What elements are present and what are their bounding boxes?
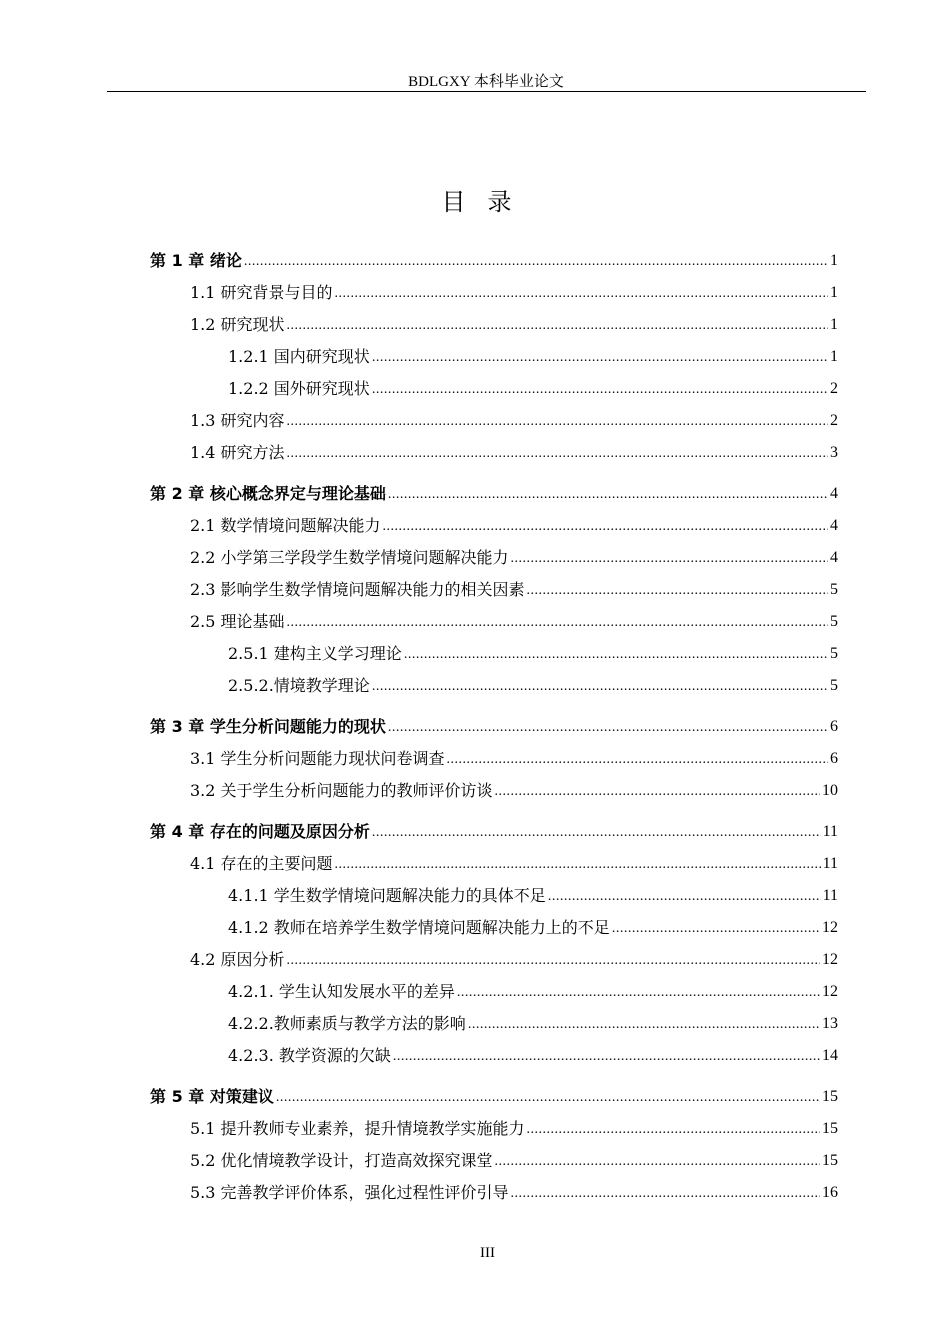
toc-entry-label: 2.5 理论基础 <box>190 612 285 631</box>
dot-leader <box>447 751 828 769</box>
toc-page-number: 4 <box>830 485 838 502</box>
toc-section-entry[interactable] <box>190 544 838 568</box>
toc-subsection-entry[interactable] <box>228 882 838 906</box>
toc-page-number: 11 <box>822 855 838 872</box>
toc-page-number: 16 <box>822 1184 838 1201</box>
dot-leader <box>335 285 828 303</box>
toc-entry-label: 第 1 章 绪论 <box>150 251 242 270</box>
toc-page-number: 12 <box>822 951 838 968</box>
toc-entry-label: 2.1 数学情境问题解决能力 <box>190 516 381 535</box>
dot-leader <box>287 317 828 335</box>
toc-page-number: 5 <box>830 581 838 598</box>
dot-leader <box>388 486 828 504</box>
toc-section-entry[interactable] <box>190 576 838 600</box>
toc-entry-label: 1.2 研究现状 <box>190 315 285 334</box>
toc-entry-label: 3.2 关于学生分析问题能力的教师评价访谈 <box>190 781 493 800</box>
toc-entry-label: 4.2.1. 学生认知发展水平的差异 <box>228 982 455 1001</box>
toc-title: 目录 <box>441 188 534 216</box>
toc-entry-label: 3.1 学生分析问题能力现状问卷调查 <box>190 749 445 768</box>
page-header: BDLGXY 本科毕业论文 <box>408 74 564 90</box>
toc-entry-label: 2.2 小学第三学段学生数学情境问题解决能力 <box>190 548 509 567</box>
toc-entry-label: 2.5.1 建构主义学习理论 <box>228 644 402 663</box>
dot-leader <box>495 783 820 801</box>
toc-subsection-entry[interactable] <box>228 672 838 696</box>
toc-section-entry[interactable] <box>190 1147 838 1171</box>
toc-subsection-entry[interactable] <box>228 978 838 1002</box>
dot-leader <box>404 646 828 664</box>
toc-page-number: 13 <box>822 1015 838 1032</box>
dot-leader <box>527 582 828 600</box>
toc-chapter-entry[interactable] <box>150 1083 838 1107</box>
toc-subsection-entry[interactable] <box>228 375 838 399</box>
toc-page-number: 4 <box>830 549 838 566</box>
toc-subsection-entry[interactable] <box>228 1010 838 1034</box>
toc-entry-label: 1.3 研究内容 <box>190 411 285 430</box>
toc-section-entry[interactable] <box>190 745 838 769</box>
toc-entry-label: 4.1.1 学生数学情境问题解决能力的具体不足 <box>228 886 546 905</box>
dot-leader <box>372 678 828 696</box>
toc-page-number: 2 <box>830 412 838 429</box>
toc-section-entry[interactable] <box>190 279 838 303</box>
toc-entry-label: 4.1 存在的主要问题 <box>190 854 333 873</box>
dot-leader <box>468 1016 820 1034</box>
toc-entry-label: 2.5.2.情境教学理论 <box>228 676 370 695</box>
toc-section-entry[interactable] <box>190 608 838 632</box>
dot-leader <box>372 381 828 399</box>
toc-entry-label: 4.1.2 教师在培养学生数学情境问题解决能力上的不足 <box>228 918 610 937</box>
toc-chapter-entry[interactable] <box>150 247 838 271</box>
toc-section-entry[interactable] <box>190 512 838 536</box>
toc-page-number: 12 <box>822 983 838 1000</box>
toc-entry-label: 5.3 完善教学评价体系，强化过程性评价引导 <box>190 1183 509 1202</box>
toc-entry-label: 第 5 章 对策建议 <box>150 1087 274 1106</box>
toc-chapter-entry[interactable] <box>150 818 838 842</box>
toc-page-number: 5 <box>830 613 838 630</box>
toc-page-number: 5 <box>830 677 838 694</box>
toc-page-number: 1 <box>830 252 838 269</box>
toc-page-number: 6 <box>830 750 838 767</box>
dot-leader <box>511 550 828 568</box>
toc-chapter-entry[interactable] <box>150 480 838 504</box>
toc-entry-label: 1.1 研究背景与目的 <box>190 283 333 302</box>
toc-page-number: 15 <box>822 1152 838 1169</box>
dot-leader <box>511 1185 820 1203</box>
toc-page-number: 3 <box>830 444 838 461</box>
dot-leader <box>276 1089 820 1107</box>
toc-entry-label: 1.2.1 国内研究现状 <box>228 347 370 366</box>
toc-section-entry[interactable] <box>190 1115 838 1139</box>
page-number: III <box>480 1245 495 1261</box>
toc-chapter-entry[interactable] <box>150 713 838 737</box>
toc-page-number: 10 <box>822 782 838 799</box>
dot-leader <box>244 253 828 271</box>
toc-page-number: 1 <box>830 284 838 301</box>
dot-leader <box>527 1121 820 1139</box>
dot-leader <box>372 349 828 367</box>
toc-page-number: 2 <box>830 380 838 397</box>
dot-leader <box>612 920 820 938</box>
toc-page-number: 15 <box>822 1120 838 1137</box>
toc-section-entry[interactable] <box>190 946 838 970</box>
toc-section-entry[interactable] <box>190 407 838 431</box>
toc-subsection-entry[interactable] <box>228 914 838 938</box>
toc-entry-label: 1.4 研究方法 <box>190 443 285 462</box>
dot-leader <box>548 888 821 906</box>
toc-entry-label: 5.2 优化情境教学设计，打造高效探究课堂 <box>190 1151 493 1170</box>
toc-section-entry[interactable] <box>190 850 838 874</box>
toc-entry-label: 4.2.2.教师素质与教学方法的影响 <box>228 1014 466 1033</box>
dot-leader <box>335 856 821 874</box>
toc-page-number: 6 <box>830 718 838 735</box>
toc-entry-label: 第 4 章 存在的问题及原因分析 <box>150 822 370 841</box>
dot-leader <box>287 952 820 970</box>
toc-entry-label: 4.2 原因分析 <box>190 950 285 969</box>
toc-subsection-entry[interactable] <box>228 1042 838 1066</box>
dot-leader <box>393 1048 820 1066</box>
toc-entry-label: 2.3 影响学生数学情境问题解决能力的相关因素 <box>190 580 525 599</box>
dot-leader <box>287 413 828 431</box>
toc-page-number: 5 <box>830 645 838 662</box>
toc-entry-label: 4.2.3. 教学资源的欠缺 <box>228 1046 391 1065</box>
dot-leader <box>388 719 828 737</box>
toc-section-entry[interactable] <box>190 311 838 335</box>
toc-entry-label: 第 3 章 学生分析问题能力的现状 <box>150 717 386 736</box>
toc-section-entry[interactable] <box>190 777 838 801</box>
dot-leader <box>372 824 821 842</box>
toc-subsection-entry[interactable] <box>228 343 838 367</box>
toc-page-number: 1 <box>830 316 838 333</box>
dot-leader <box>287 445 828 463</box>
dot-leader <box>287 614 828 632</box>
toc-section-entry[interactable] <box>190 439 838 463</box>
dot-leader <box>457 984 820 1002</box>
dot-leader <box>495 1153 820 1171</box>
toc-page-number: 15 <box>822 1088 838 1105</box>
toc-page-number: 14 <box>822 1047 838 1064</box>
toc-entry-label: 1.2.2 国外研究现状 <box>228 379 370 398</box>
toc-entry-label: 5.1 提升教师专业素养，提升情境教学实施能力 <box>190 1119 525 1138</box>
toc-subsection-entry[interactable] <box>228 640 838 664</box>
toc-page-number: 12 <box>822 919 838 936</box>
toc-entry-label: 第 2 章 核心概念界定与理论基础 <box>150 484 386 503</box>
toc-page-number: 11 <box>822 887 838 904</box>
toc-page-number: 4 <box>830 517 838 534</box>
toc-page-number: 11 <box>822 823 838 840</box>
dot-leader <box>383 518 828 536</box>
toc-page-number: 1 <box>830 348 838 365</box>
toc-section-entry[interactable] <box>190 1179 838 1203</box>
